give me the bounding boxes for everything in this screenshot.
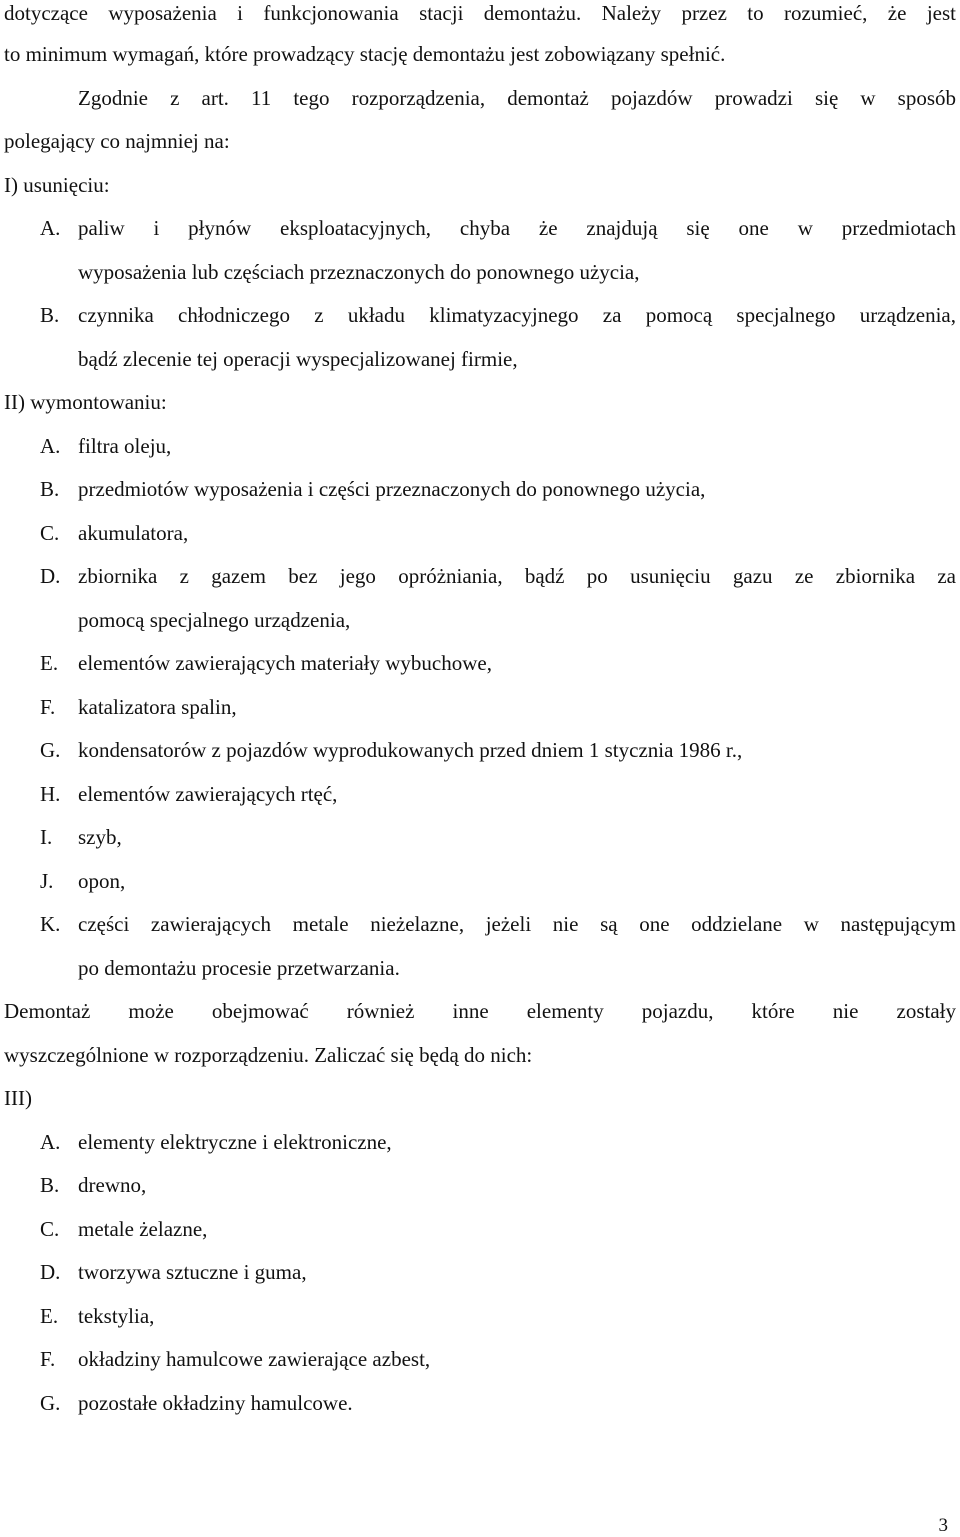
item-letter: G. xyxy=(40,738,61,762)
section-3-item-a xyxy=(40,1129,392,1155)
section-2-item-j xyxy=(40,868,125,894)
item-letter: H. xyxy=(40,782,61,806)
item-text: przedmiotów wyposażenia i części przeznaczonych do ponownego użycia, xyxy=(78,477,706,501)
section-3-item-g xyxy=(40,1390,353,1416)
page-number: 3 xyxy=(938,1515,948,1536)
item-letter: F. xyxy=(40,1347,56,1371)
section-2-item-d xyxy=(40,563,956,589)
section-2-item-g xyxy=(40,737,742,763)
item-text: zbiornika z gazem bez jego opróżniania, bądź po usunięciu gazu ze zbiornika za xyxy=(78,564,956,588)
item-text: filtra oleju, xyxy=(78,434,172,458)
section-2-item-b xyxy=(40,476,705,502)
item-letter: F. xyxy=(40,695,56,719)
item-letter: E. xyxy=(40,1304,59,1328)
outro-line-1: Demontaż może obejmować również inne elementy pojazdu, które nie zostały xyxy=(4,999,956,1023)
item-text: elementów zawierających rtęć, xyxy=(78,782,338,806)
section-1-item-a-continuation: wyposażenia lub częściach przeznaczonych do ponownego użycia, xyxy=(78,260,640,284)
section-1-item-b-continuation: bądź zlecenie tej operacji wyspecjalizowanej firmie, xyxy=(78,347,518,371)
item-text: kondensatorów z pojazdów wyprodukowanych przed dniem 1 stycznia 1986 r., xyxy=(78,738,743,762)
section-2-item-a xyxy=(40,433,171,459)
section-2-item-e xyxy=(40,650,492,676)
item-text: tekstylia, xyxy=(78,1304,155,1328)
item-letter: J. xyxy=(40,869,54,893)
section-3-item-c xyxy=(40,1216,207,1242)
intro-line-3: Zgodnie z art. 11 tego rozporządzenia, demontaż pojazdów prowadzi się w sposób xyxy=(78,86,956,110)
item-letter: G. xyxy=(40,1391,61,1415)
section-1-item-b xyxy=(40,302,956,328)
intro-line-2: to minimum wymagań, które prowadzący stację demontażu jest zobowiązany spełnić. xyxy=(4,42,726,66)
section-3-item-d xyxy=(40,1259,307,1285)
section-2-item-i xyxy=(40,824,122,850)
item-text: szyb, xyxy=(78,825,122,849)
item-text: elementy elektryczne i elektroniczne, xyxy=(78,1130,392,1154)
item-letter: A. xyxy=(40,216,61,240)
intro-line-1: dotyczące wyposażenia i funkcjonowania stacji demontażu. Należy przez to rozumieć, że jest xyxy=(4,1,956,25)
item-letter: K. xyxy=(40,912,61,936)
item-text: czynnika chłodniczego z układu klimatyzacyjnego za pomocą specjalnego urządzenia, xyxy=(78,303,956,327)
item-letter: B. xyxy=(40,303,60,327)
section-2-item-k xyxy=(40,911,956,937)
section-1-heading: I) usunięciu: xyxy=(4,173,110,197)
item-letter: D. xyxy=(40,564,61,588)
section-1-item-a xyxy=(40,215,956,241)
item-text: paliw i płynów eksploatacyjnych, chyba że znajdują się one w przedmiotach xyxy=(78,216,956,240)
item-letter: A. xyxy=(40,1130,61,1154)
item-letter: A. xyxy=(40,434,61,458)
section-3-item-f xyxy=(40,1346,430,1372)
item-text: tworzywa sztuczne i guma, xyxy=(78,1260,307,1284)
item-text: pozostałe okładziny hamulcowe. xyxy=(78,1391,353,1415)
section-2-item-c xyxy=(40,520,188,546)
section-2-item-d-continuation: pomocą specjalnego urządzenia, xyxy=(78,608,351,632)
item-letter: E. xyxy=(40,651,59,675)
item-letter: B. xyxy=(40,477,60,501)
item-letter: B. xyxy=(40,1173,60,1197)
item-text: okładziny hamulcowe zawierające azbest, xyxy=(78,1347,431,1371)
section-2-item-h xyxy=(40,781,337,807)
item-letter: C. xyxy=(40,1217,60,1241)
item-letter: C. xyxy=(40,521,60,545)
outro-line-2: wyszczególnione w rozporządzeniu. Zaliczać się będą do nich: xyxy=(4,1043,533,1067)
item-text: części zawierających metale nieżelazne, jeżeli nie są one oddzielane w następującym xyxy=(78,912,956,936)
intro-line-4: polegający co najmniej na: xyxy=(4,129,230,153)
section-3-item-b xyxy=(40,1172,146,1198)
item-text: opon, xyxy=(78,869,126,893)
item-letter: I. xyxy=(40,825,53,849)
item-text: drewno, xyxy=(78,1173,147,1197)
section-2-item-f xyxy=(40,694,237,720)
section-2-item-k-continuation: po demontażu procesie przetwarzania. xyxy=(78,956,400,980)
item-letter: D. xyxy=(40,1260,61,1284)
item-text: akumulatora, xyxy=(78,521,189,545)
item-text: elementów zawierających materiały wybuchowe, xyxy=(78,651,492,675)
section-3-item-e xyxy=(40,1303,154,1329)
section-3-heading: III) xyxy=(4,1086,32,1110)
section-2-heading: II) wymontowaniu: xyxy=(4,390,167,414)
item-text: katalizatora spalin, xyxy=(78,695,237,719)
item-text: metale żelazne, xyxy=(78,1217,208,1241)
